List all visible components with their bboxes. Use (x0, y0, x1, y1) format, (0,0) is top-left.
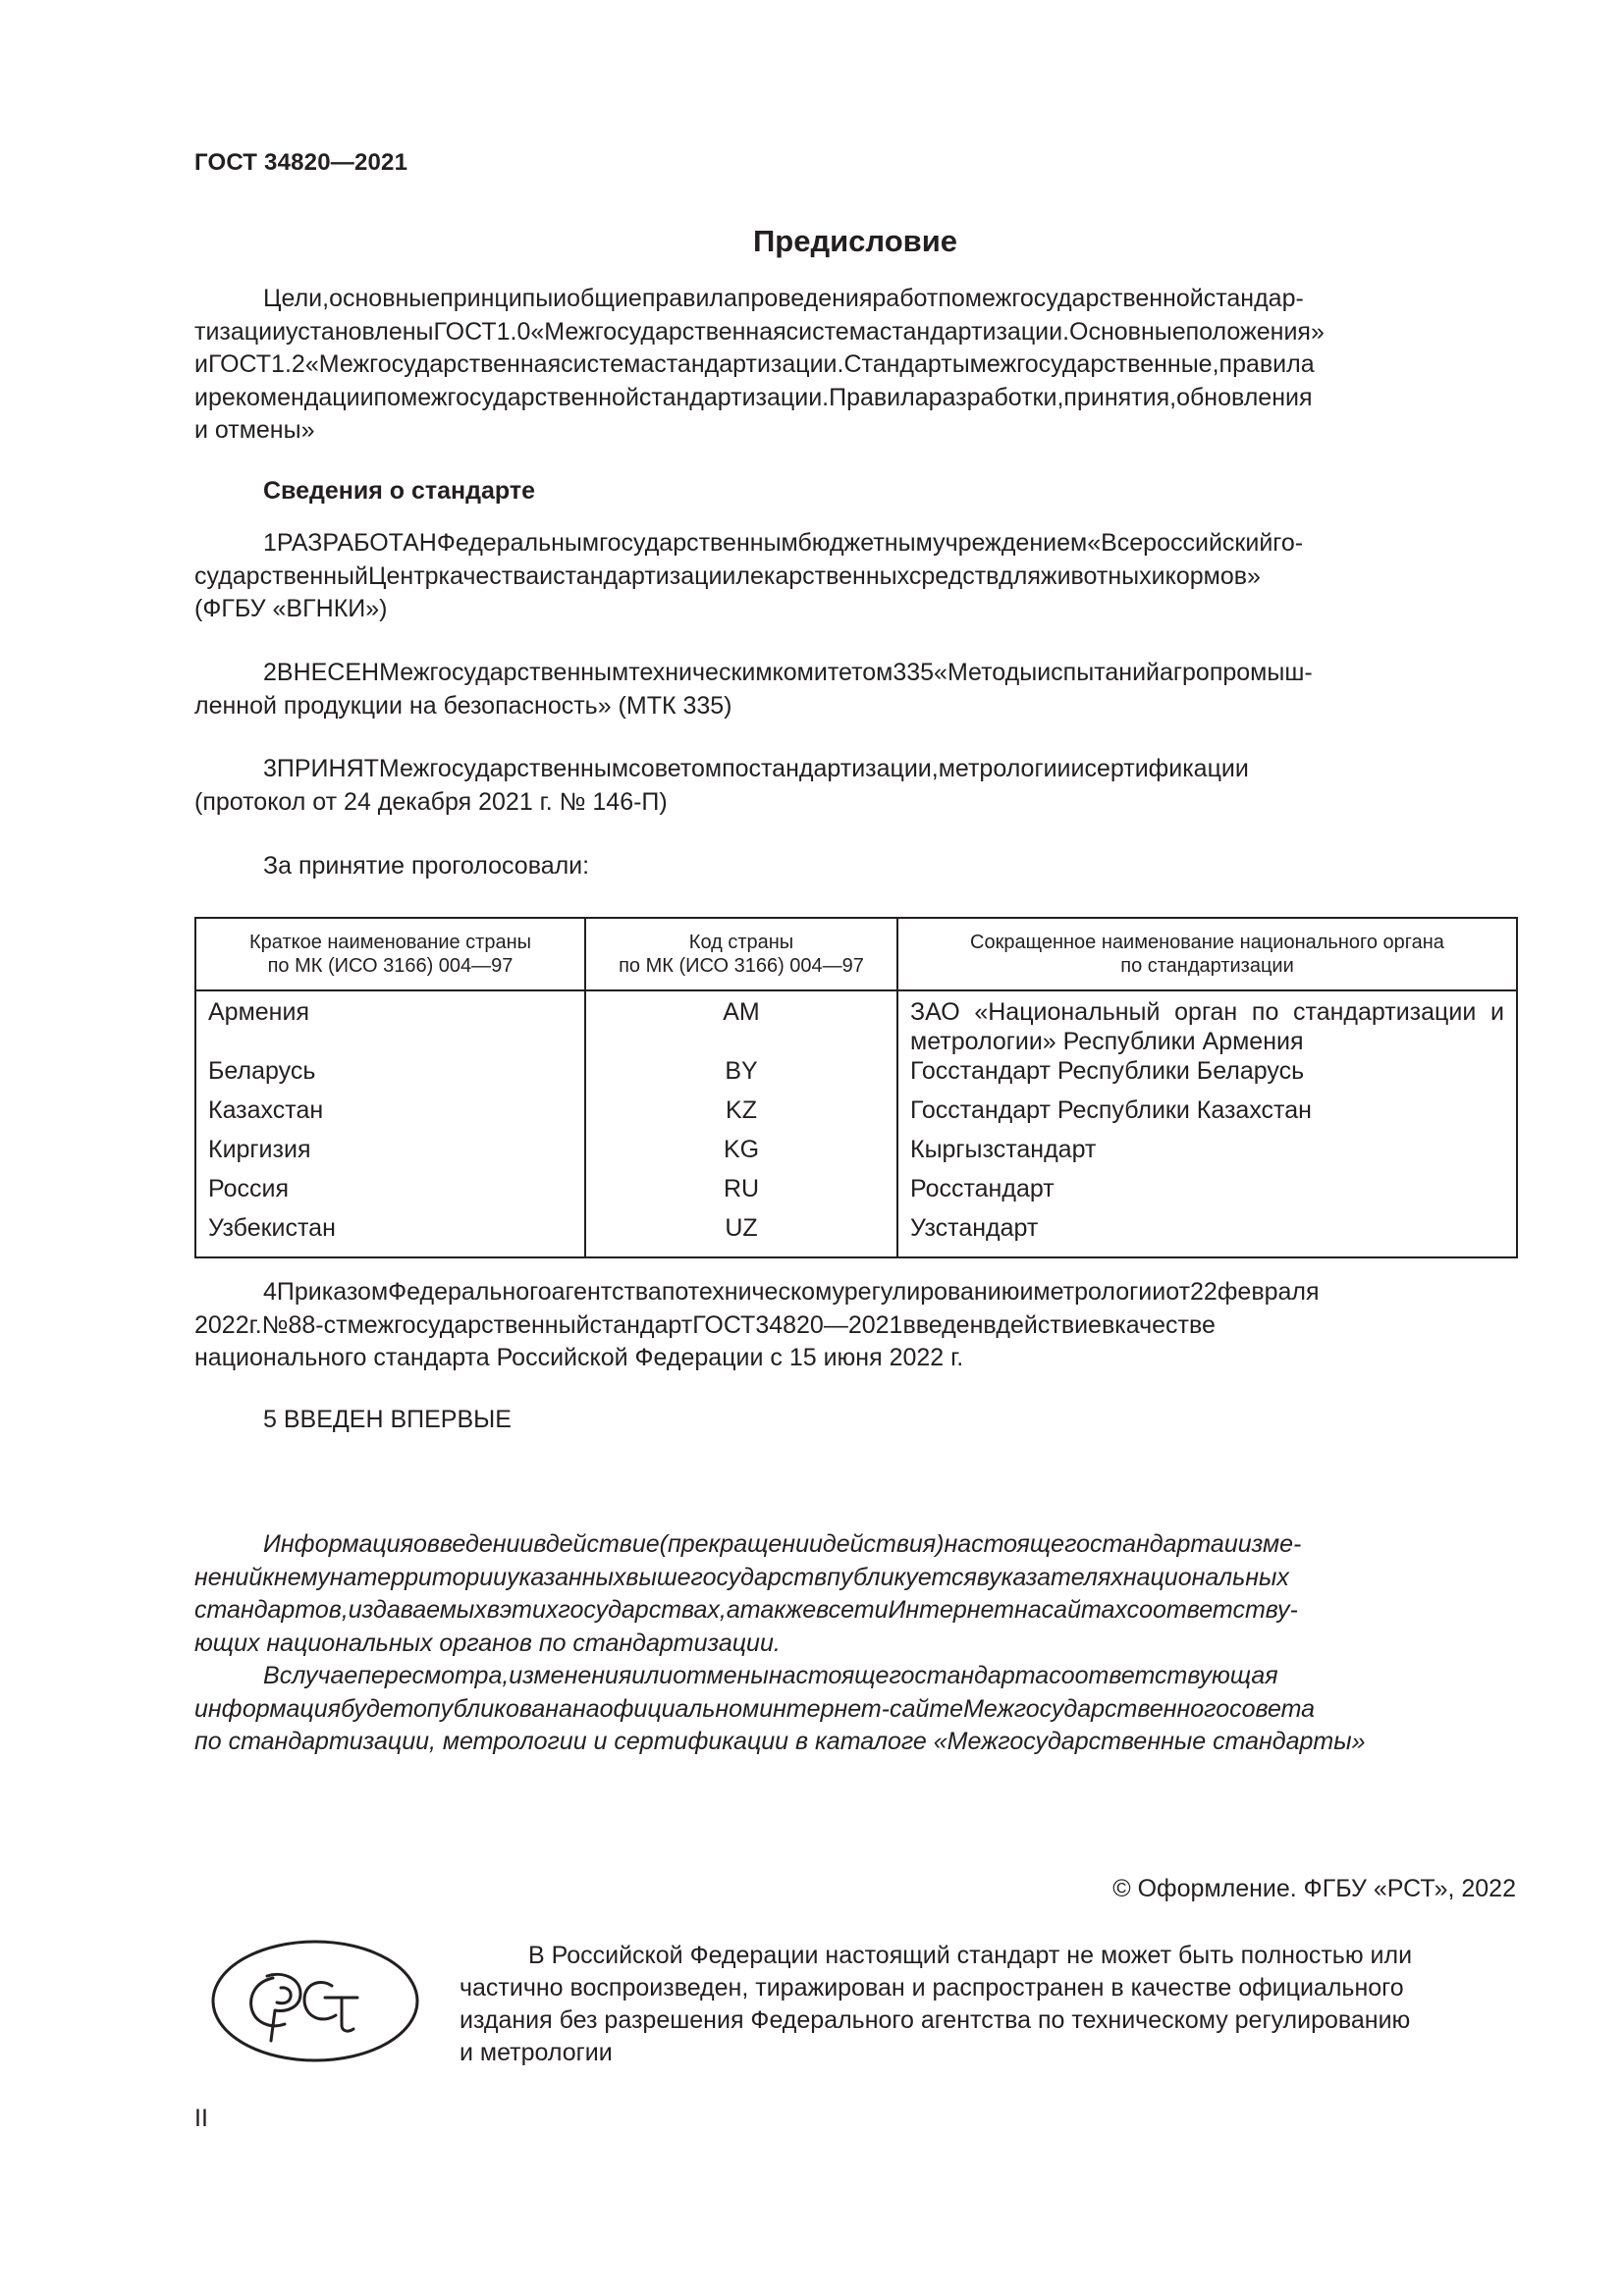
item-4-line: 4ПриказомФедеральногоагентствапотехническомурегулированиюиметрологииот22февраля (263, 1278, 1320, 1306)
national-body-cell: Росстандарт (897, 1174, 1517, 1213)
rights-notice (460, 1940, 1516, 2069)
item-3-adopted (194, 753, 1516, 819)
intro-paragraph (194, 283, 1516, 448)
notice-revision-paragraph (194, 1660, 1516, 1759)
table-header-row (195, 918, 1517, 990)
notice-info-paragraph (194, 1528, 1516, 1660)
page-number: II (194, 2105, 208, 2132)
code-cell: BY (585, 1056, 897, 1095)
voting-table (194, 917, 1518, 1258)
country-cell: Казахстан (195, 1095, 585, 1135)
item-1-line: (ФГБУ «ВГНКИ») (194, 595, 388, 622)
info-heading-wrap (194, 475, 1516, 508)
table-row (195, 1056, 1517, 1095)
header-line: Сокращенное наименование национального органа (970, 932, 1444, 953)
national-body-cell: Узстандарт (897, 1213, 1517, 1257)
header-line: по МК (ИСО 3166) 004—97 (619, 955, 864, 977)
rst-logo-icon (210, 1939, 420, 2063)
national-body-cell (897, 990, 1517, 1056)
intro-line: тизацииустановленыГОСТ1.0«Межгосударственнаясистемастандартизации.Основныеположения» (194, 317, 1325, 346)
table-row (195, 990, 1517, 1056)
code-cell: KZ (585, 1095, 897, 1135)
country-cell: Узбекистан (195, 1213, 585, 1257)
item-1-line: сударственныйЦентркачестваистандартизациилекарственныхсредствдляживотныхикормов» (194, 561, 1261, 590)
item-4-line: национального стандарта Российской Федерации с 15 июня 2022 г. (194, 1344, 964, 1371)
code-cell: AM (585, 990, 897, 1056)
notice-line: информациябудетопубликовананаофициальноминтернет-сайтеМежгосударственногосовета (194, 1694, 1316, 1723)
table-row (195, 1213, 1517, 1257)
item-2-line: 2ВНЕСЕНМежгосударственнымтехническимкомитетом335«Методыиспытанийагропромыш- (263, 659, 1313, 686)
country-cell: Киргизия (195, 1135, 585, 1174)
notice-line: ненийкнемунатерриторииуказанныхвышегосударствпубликуетсявуказателяхнациональных (194, 1563, 1289, 1591)
header-line: по МК (ИСО 3166) 004—97 (267, 955, 514, 977)
item-2-introduced (194, 657, 1516, 722)
national-body-line: метрологии» Республики Армения (910, 1028, 1304, 1055)
rights-line: В Российской Федерации настоящий стандарт не может быть полностью или (528, 1942, 1413, 1969)
code-cell: KG (585, 1135, 897, 1174)
column-header-country (195, 918, 585, 990)
notice-line: ющих национальных органов по стандартизации. (194, 1629, 781, 1657)
info-heading: Сведения о стандарте (263, 477, 536, 505)
voted-label: За принятие проголосовали: (263, 852, 590, 880)
country-cell: Беларусь (195, 1056, 585, 1095)
item-1-developed (194, 527, 1516, 626)
column-header-code (585, 918, 897, 990)
header-line: по стандартизации (1120, 955, 1294, 977)
document-id-header: ГОСТ 34820—2021 (194, 149, 408, 176)
table-row (195, 1174, 1517, 1213)
item-1-line: 1РАЗРАБОТАНФедеральнымгосударственнымбюджетнымучреждением«Всероссийскийго- (263, 529, 1304, 557)
rights-line: и метрологии (460, 2039, 613, 2066)
notice-line: по стандартизации, метрологии и сертификации в каталоге «Межгосударственные стандарты» (194, 1728, 1366, 1755)
header-line: Краткое наименование страны (248, 932, 532, 953)
item-4-order (194, 1276, 1516, 1375)
intro-line: и отмены» (194, 416, 315, 444)
rights-line: частично воспроизведен, тиражирован и распространен в качестве официального (460, 1974, 1404, 2002)
notice-line: стандартов,издаваемыхвэтихгосударствах,атакжевсетиИнтернетнасайтахсоответству- (194, 1596, 1298, 1624)
rights-line: издания без разрешения Федерального агентства по техническому регулированию (460, 2006, 1411, 2034)
notice-line: Вслучаепересмотра,измененияилиотменынастоящегостандартасоответствующая (263, 1662, 1278, 1689)
column-header-national-body (897, 918, 1517, 990)
header-line: Код страны (688, 932, 794, 953)
intro-line: ирекомендациипомежгосударственнойстандартизации.Правиларазработки,принятия,обновления (194, 383, 1313, 411)
table-row (195, 1135, 1517, 1174)
table-row (195, 1095, 1517, 1135)
item-5-wrap (194, 1404, 1516, 1437)
item-3-line: 3ПРИНЯТМежгосударственнымсоветомпостандартизации,метрологииисертификации (263, 755, 1249, 782)
national-body-cell: Кыргызстандарт (897, 1135, 1517, 1174)
national-body-cell: Госстандарт Республики Казахстан (897, 1095, 1517, 1135)
national-body-cell: Госстандарт Республики Беларусь (897, 1056, 1517, 1095)
page-title: Предисловие (752, 224, 957, 258)
item-5-first-introduced: 5 ВВЕДЕН ВПЕРВЫЕ (263, 1406, 512, 1433)
code-cell: UZ (585, 1213, 897, 1257)
item-3-line: (протокол от 24 декабря 2021 г. № 146-П) (194, 787, 668, 816)
copyright-notice: © Оформление. ФГБУ «РСТ», 2022 (1112, 1875, 1516, 1902)
intro-line: иГОСТ1.2«Межгосударственнаясистемастандартизации.Стандартымежгосударственные,правила (194, 350, 1315, 378)
intro-line: Цели,основныепринципыиобщиеправилапроведенияработпомежгосударственнойстандар- (263, 285, 1304, 312)
item-2-line: ленной продукции на безопасность» (МТК 335) (194, 691, 732, 720)
code-cell: RU (585, 1174, 897, 1213)
national-body-line: ЗАО «Национальный орган по стандартизации и (910, 998, 1504, 1026)
voted-label-wrap (194, 850, 1516, 883)
country-cell: Армения (195, 990, 585, 1056)
notice-line: Информацияовведениивдействие(прекращениидействия)настоящегостандартаиизме- (263, 1530, 1302, 1558)
country-cell: Россия (195, 1174, 585, 1213)
item-4-line: 2022г.№88-стмежгосударственныйстандартГОСТ34820—2021введенвдействиевкачестве (194, 1310, 1216, 1339)
